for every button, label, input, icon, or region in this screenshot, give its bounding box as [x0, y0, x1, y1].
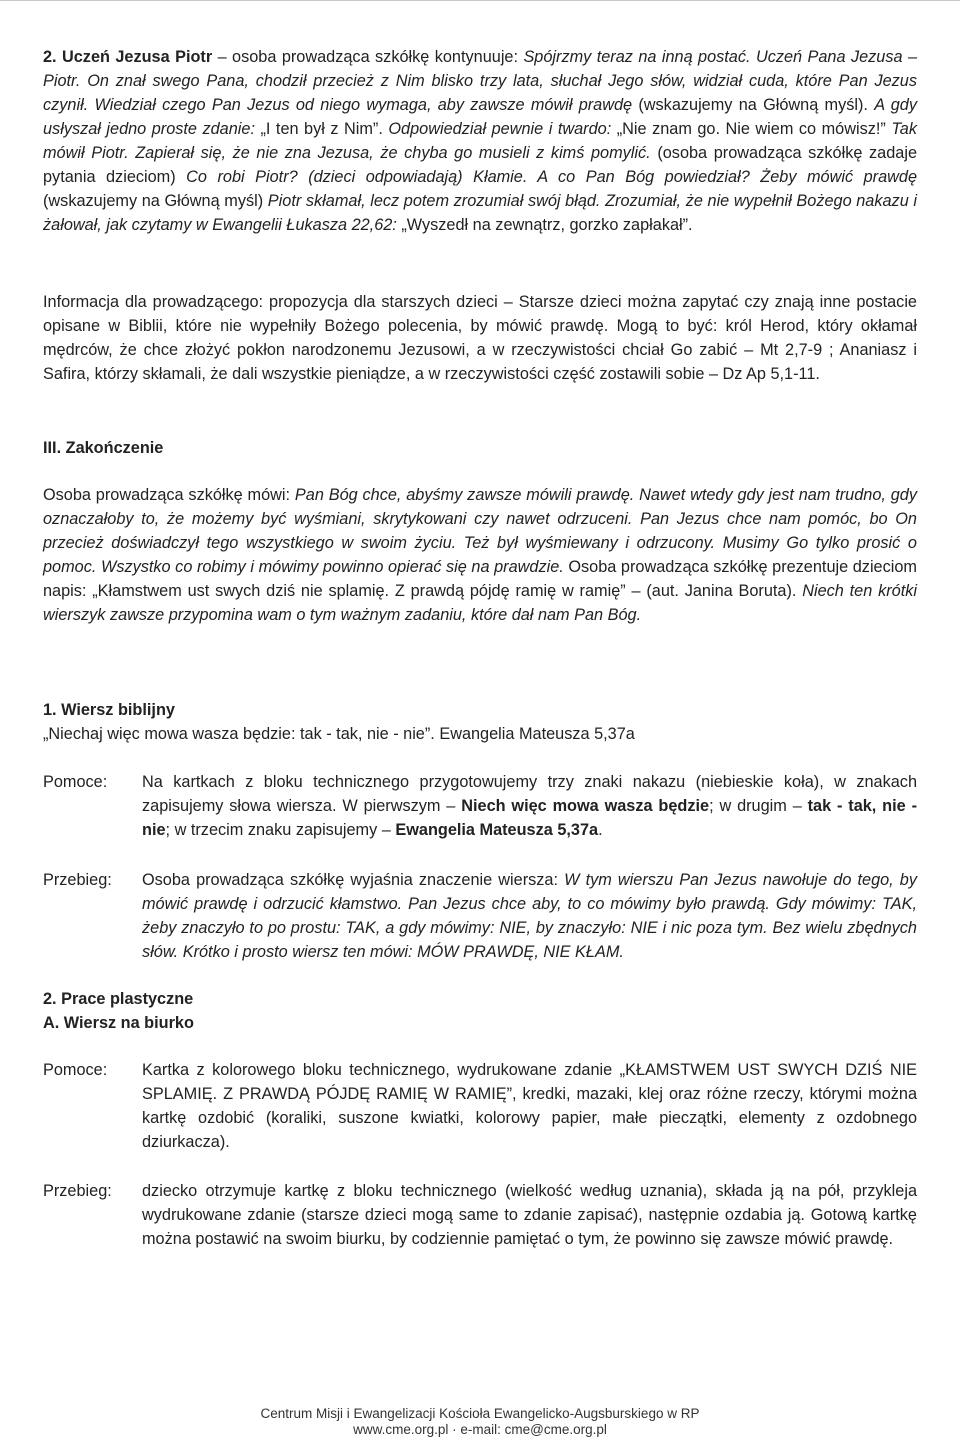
- przebieg-label: Przebieg:: [43, 871, 112, 889]
- bold-run: Ewangelia Mateusza 5,37a: [395, 821, 599, 839]
- art-pomoce-row: [43, 1058, 917, 1154]
- text-run: (osoba prowadząca szkółkę zadaje pytania dzieciom): [43, 144, 917, 186]
- footer-organization: Centrum Misji i Ewangelizacji Kościoła Ewangelicko-Augsburskiego w RP: [260, 1406, 700, 1421]
- art-przebieg-row: [43, 1179, 917, 1275]
- section-heading: III. Zakończenie: [43, 439, 164, 457]
- italic-run: Piotr skłamał, lecz potem zrozumiał swój błąd. Zrozumiał, że nie wypełnił Bożego nakazu i żałował, jak czytamy w Ewangelii Łukasza 22,62:: [43, 192, 917, 234]
- art-heading: 2. Prace plastyczne: [43, 990, 194, 1008]
- italic-run: Tak mówił Piotr. Zapierał się, że nie zna Jezusa, że chyba go musieli z kimś pomylić.: [43, 120, 917, 162]
- art-subheading: A. Wiersz na biurko: [43, 1014, 194, 1032]
- bold-run: Niech więc mowa wasza będzie: [461, 797, 710, 815]
- section-heading: 2. Uczeń Jezusa Piotr: [43, 48, 213, 66]
- text-run: .: [598, 821, 603, 839]
- pomoce-label: Pomoce:: [43, 1061, 108, 1079]
- italic-run: Niech ten krótki wierszyk zawsze przypomina wam o tym ważnym zadaniu, które dał nam Pan Bóg.: [43, 582, 917, 624]
- text-run: Osoba prowadząca szkółkę prezentuje dzieciom napis: „Kłamstwem ust swych dziś nie splamię. Z prawdą pójdę ramię w ramię” – (aut. Janina Boruta).: [43, 558, 917, 600]
- text-run: „Nie znam go. Nie wiem co mówisz!”: [616, 120, 892, 138]
- piotr-paragraph: [43, 45, 917, 237]
- italic-run: Spójrzmy teraz na inną postać. Uczeń Pana Jezusa – Piotr. On znał swego Pana, chodził przecież z Nim blisko trzy lata, słuchał Jego słów, widział cuda, które Pan Jezus czynił. Wiedział czego Pan Jezus od niego wymaga, aby zawsze mówił prawdę: [43, 48, 917, 114]
- text-run: [298, 168, 309, 186]
- page-footer: [0, 1406, 960, 1438]
- pomoce-body: Kartka z kolorowego bloku technicznego, wydrukowane zdanie „KŁAMSTWEM UST SWYCH DZIŚ NIE SPLAMIĘ. Z PRAWDĄ PÓJDĘ RAMIĘ W RAMIĘ”, kredki, mazaki, klej oraz różne rzeczy, którymi można kartkę ozdobić (koraliki, suszone kwiatki, kolorowy papier, małe pieczątki, elementy z ozdobnego dziurkacza).: [142, 1061, 917, 1151]
- przebieg-body: dziecko otrzymuje kartkę z bloku technicznego (wielkość według uznania), składa ją na pół, przykleja wydrukowane zdanie (starsze dzieci mogą same to zdanie zapisać), następnie ozdabia ją. Gotową kartkę można postawić na swoim biurku, by codziennie pamiętać o tym, że powinno się zawsze mówić prawdę.: [142, 1182, 917, 1248]
- pomoce-body: [142, 770, 917, 842]
- italic-run: Odpowiedział pewnie i twardo:: [388, 120, 617, 138]
- verse-quote-block: [43, 722, 917, 746]
- text-run: Na kartkach z bloku technicznego przygotowujemy trzy znaki nakazu (niebieskie koła), w znakach zapisujemy słowa wiersza. W pierwszym –: [142, 773, 917, 815]
- text-run: Osoba prowadząca szkółkę mówi:: [43, 486, 295, 504]
- text-run: (wskazujemy na Główną myśl).: [632, 96, 875, 114]
- italic-run: Co robi Piotr?: [186, 168, 298, 186]
- text-run: ; w trzecim znaku zapisujemy –: [165, 821, 396, 839]
- verse-pomoce-row: [43, 770, 917, 842]
- footer-contact: www.cme.org.pl · e-mail: cme@cme.org.pl: [353, 1422, 607, 1437]
- verse-quote: „Niechaj więc mowa wasza będzie: tak - tak, nie - nie”. Ewangelia Mateusza 5,37a: [43, 725, 635, 743]
- text-run: (wskazujemy na Główną myśl): [43, 192, 268, 210]
- italic-run: A gdy usłyszał jedno proste zdanie:: [43, 96, 917, 138]
- verse-heading: 1. Wiersz biblijny: [43, 701, 175, 719]
- przebieg-label: Przebieg:: [43, 1182, 112, 1200]
- italic-run: W tym wierszu Pan Jezus nawołuje do tego, by mówić prawdę i odrzucić kłamstwo. Pan Jezus chce aby, to co mówimy było prawdą. Gdy mówimy: TAK, żeby znaczyło to po prostu: TAK, a gdy mówimy: NIE, by znaczyło: NIE i nic poza tym. Bez wielu zbędnych słów. Krótko i prosto wiersz ten mówi: MÓW PRAWDĘ, NIE KŁAM.: [142, 871, 917, 961]
- verse-heading-block: [43, 698, 917, 722]
- verse-przebieg-row: [43, 868, 917, 964]
- zakonczenie-paragraph: [43, 483, 917, 627]
- info-paragraph: Informacja dla prowadzącego: propozycja dla starszych dzieci – Starsze dzieci można zapytać czy znają inne postacie opisane w Biblii, które nie wypełniły Bożego polecenia, by mówić prawdę. Mogą to być: król Herod, który okłamał mędrców, że chce złożyć pokłon narodzonemu Jezusowi, a w rzeczywistości chciał Go zabić – Mt 2,7-9 ; Ananiasz i Safira, którzy skłamali, że dali wszystkie pieniądze, a w rzeczywistości część zostawili sobie – Dz Ap 5,1-11.: [43, 293, 917, 383]
- text-run: – osoba prowadząca szkółkę kontynuuje:: [212, 48, 524, 66]
- section-uczen-jezusa-piotr: [43, 45, 917, 237]
- text-run: Osoba prowadząca szkółkę wyjaśnia znaczenie wiersza:: [142, 871, 565, 889]
- section-zakonczenie-heading: [43, 436, 917, 460]
- text-run: „I ten był z Nim”.: [260, 120, 389, 138]
- text-run: „Wyszedł na zewnątrz, gorzko zapłakał”.: [401, 216, 693, 234]
- przebieg-body: [142, 868, 917, 964]
- text-run: ; w drugim –: [709, 797, 808, 815]
- section-zakonczenie: [43, 483, 917, 627]
- info-for-leader: [43, 290, 917, 386]
- italic-run: Pan Bóg chce, abyśmy zawsze mówili prawdę. Nawet wtedy gdy jest nam trudno, gdy oznaczałoby to, że możemy być wyśmiani, skrytykowani czy nawet odrzuceni. Pan Jezus chce nam pomóc, bo On przecież doświadczył tego wszystkiego w swoim życiu. Też był wyśmiewany i odrzucony. Musimy Go tylko prosić o pomoc. Wszystko co robimy i mówimy powinno opierać się na prawdzie.: [43, 486, 917, 576]
- art-headings: [43, 987, 917, 1035]
- italic-run: (dzieci odpowiadają) Kłamie. A co Pan Bóg powiedział? Żeby mówić prawdę: [308, 168, 917, 186]
- pomoce-label: Pomoce:: [43, 773, 108, 791]
- bold-run: tak - tak, nie - nie: [142, 797, 917, 839]
